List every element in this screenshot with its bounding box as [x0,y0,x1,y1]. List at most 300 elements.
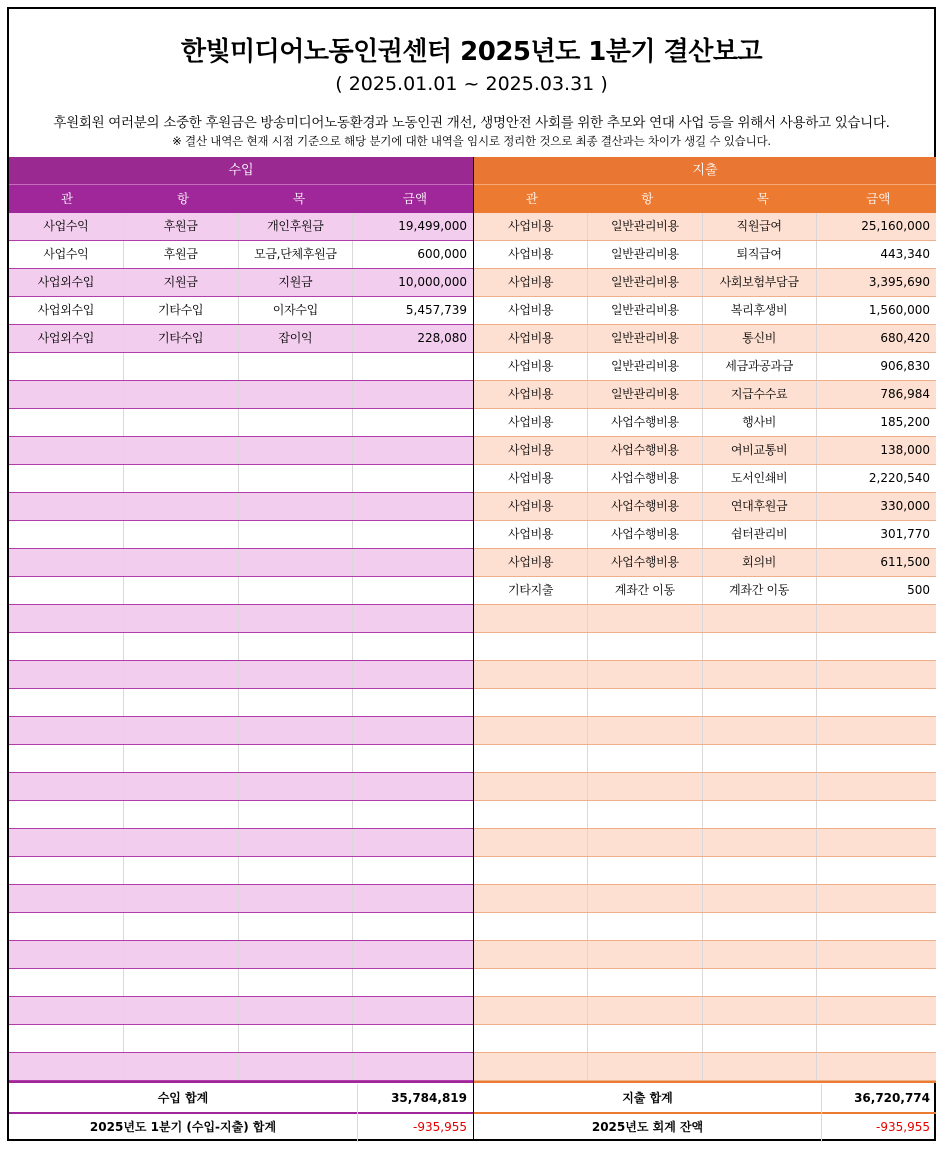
expense-cell-amount [817,633,936,660]
income-table-row [9,297,473,325]
income-cell-item [124,689,239,716]
expense-table-row [474,661,936,689]
expense-cell-subitem [703,717,817,744]
income-cell-subitem [239,689,354,716]
income-cell-subitem: 개인후원금 [239,213,354,240]
income-cell-category [9,969,124,996]
income-cell-subitem [239,409,354,436]
expense-table-row [474,605,936,633]
income-cell-amount [353,409,473,436]
income-cell-subitem: 잡이익 [239,325,354,352]
expense-cell-amount [817,1025,936,1052]
expense-cell-amount [817,801,936,828]
expense-table-row [474,773,936,801]
expense-cell-category: 사업비용 [474,381,588,408]
expense-cell-amount [817,857,936,884]
expense-table-row [474,633,936,661]
income-cell-item [124,857,239,884]
income-cell-category [9,493,124,520]
income-cell-item [124,997,239,1024]
expense-cell-category [474,997,588,1024]
income-cell-category [9,801,124,828]
expense-cell-category: 사업비용 [474,493,588,520]
expense-cell-amount [817,773,936,800]
expense-cell-item: 일반관리비용 [588,353,702,380]
expense-cell-subitem: 퇴직급여 [703,241,817,268]
expense-table-row [474,1025,936,1053]
income-cell-item [124,885,239,912]
expense-cell-item [588,857,702,884]
income-cell-category [9,465,124,492]
expense-cell-category: 사업비용 [474,437,588,464]
expense-cell-item [588,773,702,800]
expense-cell-subitem [703,1025,817,1052]
expense-cell-item [588,717,702,744]
expense-cell-category [474,1053,588,1080]
income-table-row [9,773,473,801]
expense-cell-item: 일반관리비용 [588,269,702,296]
income-table-row [9,213,473,241]
income-header-category: 관 [60,191,74,206]
income-cell-amount [353,577,473,604]
income-table-row [9,801,473,829]
expense-cell-item: 사업수행비용 [588,465,702,492]
expense-table-row [474,437,936,465]
expense-cell-subitem [703,913,817,940]
income-table-row [9,829,473,857]
expense-cell-amount: 786,984 [880,387,930,401]
expense-cell-subitem [703,633,817,660]
income-total-value: 35,784,819 [391,1091,467,1105]
expense-cell-subitem [703,1053,817,1080]
expense-cell-item [588,689,702,716]
income-cell-item [124,353,239,380]
expense-cell-subitem: 회의비 [703,549,817,576]
expense-cell-amount [817,661,936,688]
expense-cell-subitem [703,773,817,800]
expense-table-row [474,689,936,717]
income-cell-category: 사업외수입 [9,269,124,296]
income-cell-category [9,577,124,604]
income-total-row [9,1084,473,1112]
income-cell-amount [353,857,473,884]
income-cell-subitem [239,997,354,1024]
income-cell-amount [353,717,473,744]
expense-cell-subitem: 사회보험부담금 [703,269,817,296]
expense-cell-category [474,605,588,632]
income-cell-amount [353,745,473,772]
expense-table-row [474,269,936,297]
expense-cell-subitem [703,745,817,772]
report-note: ※ 결산 내역은 현재 시점 기준으로 해당 분기에 대한 내역을 임시로 정리한 것으로 최종 결산과는 차이가 생길 수 있습니다. [172,134,771,148]
income-cell-category [9,941,124,968]
expense-cell-category [474,913,588,940]
expense-cell-category: 사업비용 [474,241,588,268]
expense-table-row [474,409,936,437]
income-cell-subitem: 지원금 [239,269,354,296]
income-cell-subitem [239,493,354,520]
expense-cell-category: 사업비용 [474,353,588,380]
expense-cell-amount [817,913,936,940]
expense-header-row [474,185,936,213]
expense-cell-amount [817,997,936,1024]
income-cell-category [9,521,124,548]
income-cell-item: 지원금 [124,269,239,296]
income-cell-category: 사업외수입 [9,325,124,352]
income-table-row [9,493,473,521]
expense-cell-amount [817,605,936,632]
expense-cell-subitem: 계좌간 이동 [703,577,817,604]
income-total-separator [357,1084,358,1142]
income-cell-amount: 228,080 [417,331,467,345]
expense-cell-amount: 25,160,000 [861,219,930,233]
expense-cell-subitem: 통신비 [703,325,817,352]
income-table-row [9,1053,473,1081]
expense-table-row [474,213,936,241]
expense-cell-subitem: 행사비 [703,409,817,436]
income-cell-item [124,605,239,632]
expense-cell-category: 사업비용 [474,213,588,240]
income-cell-item [124,381,239,408]
income-table-row [9,941,473,969]
expense-cell-item: 일반관리비용 [588,241,702,268]
income-table-row [9,661,473,689]
income-cell-subitem [239,633,354,660]
income-cell-amount: 600,000 [417,247,467,261]
expense-cell-amount: 500 [907,583,930,597]
income-table-row [9,241,473,269]
expense-cell-category [474,969,588,996]
income-cell-subitem [239,465,354,492]
expense-cell-subitem: 직원급여 [703,213,817,240]
expense-cell-category [474,1025,588,1052]
income-table-row [9,605,473,633]
income-cell-subitem [239,353,354,380]
expense-cell-item [588,1025,702,1052]
income-cell-item [124,465,239,492]
income-cell-amount [353,773,473,800]
income-cell-item: 기타수입 [124,325,239,352]
income-cell-amount [353,633,473,660]
income-cell-amount [353,353,473,380]
expense-header-category: 관 [525,191,538,206]
expense-cell-amount [817,885,936,912]
expense-cell-item [588,661,702,688]
income-rows [9,213,473,1081]
income-table-row [9,1025,473,1053]
income-cell-item [124,801,239,828]
expense-cell-subitem [703,689,817,716]
expense-cell-item: 일반관리비용 [588,297,702,324]
income-table-row [9,633,473,661]
expense-cell-subitem [703,661,817,688]
expense-cell-amount [817,941,936,968]
expense-table-row [474,241,936,269]
expense-cell-subitem: 지급수수료 [703,381,817,408]
income-table-row [9,689,473,717]
expense-table-row [474,885,936,913]
expense-cell-item [588,633,702,660]
expense-table-row [474,941,936,969]
expense-total-label: 지출 합계 [622,1091,673,1105]
income-cell-item [124,717,239,744]
income-cell-item [124,969,239,996]
income-cell-amount: 10,000,000 [398,275,467,289]
income-cell-subitem [239,717,354,744]
income-cell-amount [353,381,473,408]
income-cell-subitem [239,605,354,632]
expense-cell-subitem [703,969,817,996]
income-cell-subitem [239,521,354,548]
income-table-row [9,325,473,353]
income-header-amount: 금액 [402,191,428,206]
income-cell-item [124,829,239,856]
expense-table-row [474,857,936,885]
expense-table-row [474,353,936,381]
income-cell-amount [353,521,473,548]
expense-cell-category [474,689,588,716]
expense-cell-category [474,857,588,884]
expense-cell-item [588,913,702,940]
income-cell-item [124,633,239,660]
expense-total-rule [474,1081,936,1083]
report-description: 후원회원 여러분의 소중한 후원금은 방송미디어노동환경과 노동인권 개선, 생명안전 사회를 위한 추모와 연대 사업 등을 위해서 사용하고 있습니다. [53,115,890,131]
expense-table-row [474,913,936,941]
expense-cell-category [474,801,588,828]
income-cell-item [124,773,239,800]
expense-cell-category [474,661,588,688]
income-cell-subitem [239,745,354,772]
income-table [9,157,473,1081]
income-cell-category [9,633,124,660]
expense-cell-amount: 443,340 [880,247,930,261]
expense-cell-category: 사업비용 [474,465,588,492]
income-cell-amount [353,605,473,632]
income-cell-amount [353,969,473,996]
expense-cell-amount: 3,395,690 [868,275,930,289]
income-cell-item [124,577,239,604]
expense-cell-category: 사업비용 [474,521,588,548]
expense-cell-category [474,941,588,968]
expense-table-row [474,493,936,521]
expense-table-row [474,549,936,577]
income-table-row [9,885,473,913]
expense-cell-item: 사업수행비용 [588,549,702,576]
income-cell-amount [353,1053,473,1080]
income-cell-category [9,1053,124,1080]
expense-cell-subitem [703,801,817,828]
expense-cell-item: 계좌간 이동 [588,577,702,604]
expense-table-row [474,465,936,493]
balance-value: -935,955 [876,1120,930,1134]
income-table-row [9,969,473,997]
expense-cell-category: 사업비용 [474,297,588,324]
income-table-row [9,717,473,745]
expense-table-row [474,521,936,549]
expense-total-row [474,1084,936,1112]
expense-cell-category [474,773,588,800]
expense-cell-item [588,885,702,912]
expense-cell-subitem: 연대후원금 [703,493,817,520]
income-cell-amount [353,437,473,464]
income-cell-category [9,997,124,1024]
income-cell-subitem [239,801,354,828]
income-table-row [9,577,473,605]
income-cell-item [124,409,239,436]
expense-table [474,157,936,1081]
income-cell-item: 기타수입 [124,297,239,324]
income-cell-subitem [239,857,354,884]
expense-cell-amount: 185,200 [880,415,930,429]
expense-cell-subitem [703,857,817,884]
income-cell-subitem [239,577,354,604]
expense-cell-amount: 2,220,540 [868,471,930,485]
income-table-row [9,409,473,437]
income-cell-item [124,745,239,772]
expense-cell-category [474,633,588,660]
expense-cell-category: 사업비용 [474,325,588,352]
expense-cell-subitem: 복리후생비 [703,297,817,324]
expense-section-label: 지출 [474,157,936,185]
income-cell-amount [353,997,473,1024]
income-cell-item [124,521,239,548]
income-cell-subitem: 모금,단체후원금 [239,241,354,268]
expense-cell-amount: 906,830 [880,359,930,373]
net-total-row [9,1113,473,1141]
expense-header-item: 항 [641,191,654,206]
income-cell-amount [353,493,473,520]
expense-cell-amount [817,717,936,744]
income-cell-item [124,661,239,688]
expense-cell-item: 사업수행비용 [588,409,702,436]
income-cell-amount: 5,457,739 [405,303,467,317]
income-cell-amount [353,549,473,576]
expense-cell-amount [817,689,936,716]
income-table-row [9,857,473,885]
income-cell-subitem [239,885,354,912]
income-table-row [9,913,473,941]
income-cell-item [124,1025,239,1052]
income-cell-category [9,437,124,464]
income-cell-category: 사업수익 [9,241,124,268]
expense-cell-item: 사업수행비용 [588,521,702,548]
income-cell-subitem [239,381,354,408]
expense-cell-category [474,829,588,856]
expense-table-row [474,577,936,605]
income-cell-subitem [239,941,354,968]
income-cell-subitem: 이자수입 [239,297,354,324]
expense-table-row [474,997,936,1025]
expense-cell-subitem [703,941,817,968]
balance-label: 2025년도 회계 잔액 [591,1120,704,1134]
income-cell-amount [353,661,473,688]
expense-total-value: 36,720,774 [854,1091,930,1105]
expense-cell-amount: 680,420 [880,331,930,345]
settlement-report-sheet [7,7,936,1141]
expense-cell-category: 사업비용 [474,269,588,296]
income-total-rule [9,1081,473,1083]
income-cell-category [9,1025,124,1052]
income-cell-subitem [239,969,354,996]
expense-cell-category [474,745,588,772]
expense-cell-item [588,829,702,856]
expense-total-separator [821,1084,822,1142]
income-cell-subitem [239,773,354,800]
income-cell-subitem [239,913,354,940]
income-table-row [9,353,473,381]
income-table-row [9,745,473,773]
net-total-label: 2025년도 1분기 (수입-지출) 합계 [89,1120,277,1134]
income-cell-category [9,549,124,576]
income-cell-category [9,773,124,800]
income-cell-amount [353,1025,473,1052]
expense-cell-item [588,997,702,1024]
income-cell-category [9,913,124,940]
income-cell-category [9,717,124,744]
expense-cell-category [474,717,588,744]
income-cell-amount [353,801,473,828]
income-header-item: 항 [176,191,190,206]
income-cell-category: 사업수익 [9,213,124,240]
income-cell-subitem [239,661,354,688]
expense-cell-amount [817,1053,936,1080]
income-cell-item [124,549,239,576]
income-cell-category [9,381,124,408]
income-cell-category [9,409,124,436]
expense-cell-item [588,605,702,632]
income-cell-amount [353,885,473,912]
expense-cell-subitem: 쉼터관리비 [703,521,817,548]
income-cell-item: 후원금 [124,241,239,268]
expense-table-row [474,381,936,409]
income-cell-category [9,857,124,884]
income-cell-category [9,829,124,856]
report-period: ( 2025.01.01 ~ 2025.03.31 ) [335,73,608,95]
expense-cell-item: 일반관리비용 [588,213,702,240]
income-cell-category [9,353,124,380]
expense-cell-subitem: 도서인쇄비 [703,465,817,492]
expense-cell-item [588,1053,702,1080]
income-cell-item [124,1053,239,1080]
expense-table-row [474,969,936,997]
income-header-row [9,185,473,213]
income-cell-subitem [239,1053,354,1080]
income-header-subitem: 목 [292,191,306,206]
expense-cell-item [588,941,702,968]
expense-cell-subitem: 여비교통비 [703,437,817,464]
income-cell-amount: 19,499,000 [398,219,467,233]
income-table-row [9,521,473,549]
income-table-row [9,997,473,1025]
expense-rows [474,213,936,1081]
income-table-row [9,465,473,493]
income-cell-item [124,913,239,940]
expense-cell-amount [817,829,936,856]
expense-cell-amount: 301,770 [880,527,930,541]
expense-cell-item [588,745,702,772]
expense-cell-item: 일반관리비용 [588,325,702,352]
income-cell-item [124,493,239,520]
income-cell-amount [353,465,473,492]
income-cell-item [124,437,239,464]
expense-table-row [474,717,936,745]
income-table-row [9,269,473,297]
expense-cell-item: 일반관리비용 [588,381,702,408]
expense-table-row [474,745,936,773]
income-cell-amount [353,829,473,856]
expense-cell-amount: 611,500 [880,555,930,569]
income-cell-subitem [239,1025,354,1052]
